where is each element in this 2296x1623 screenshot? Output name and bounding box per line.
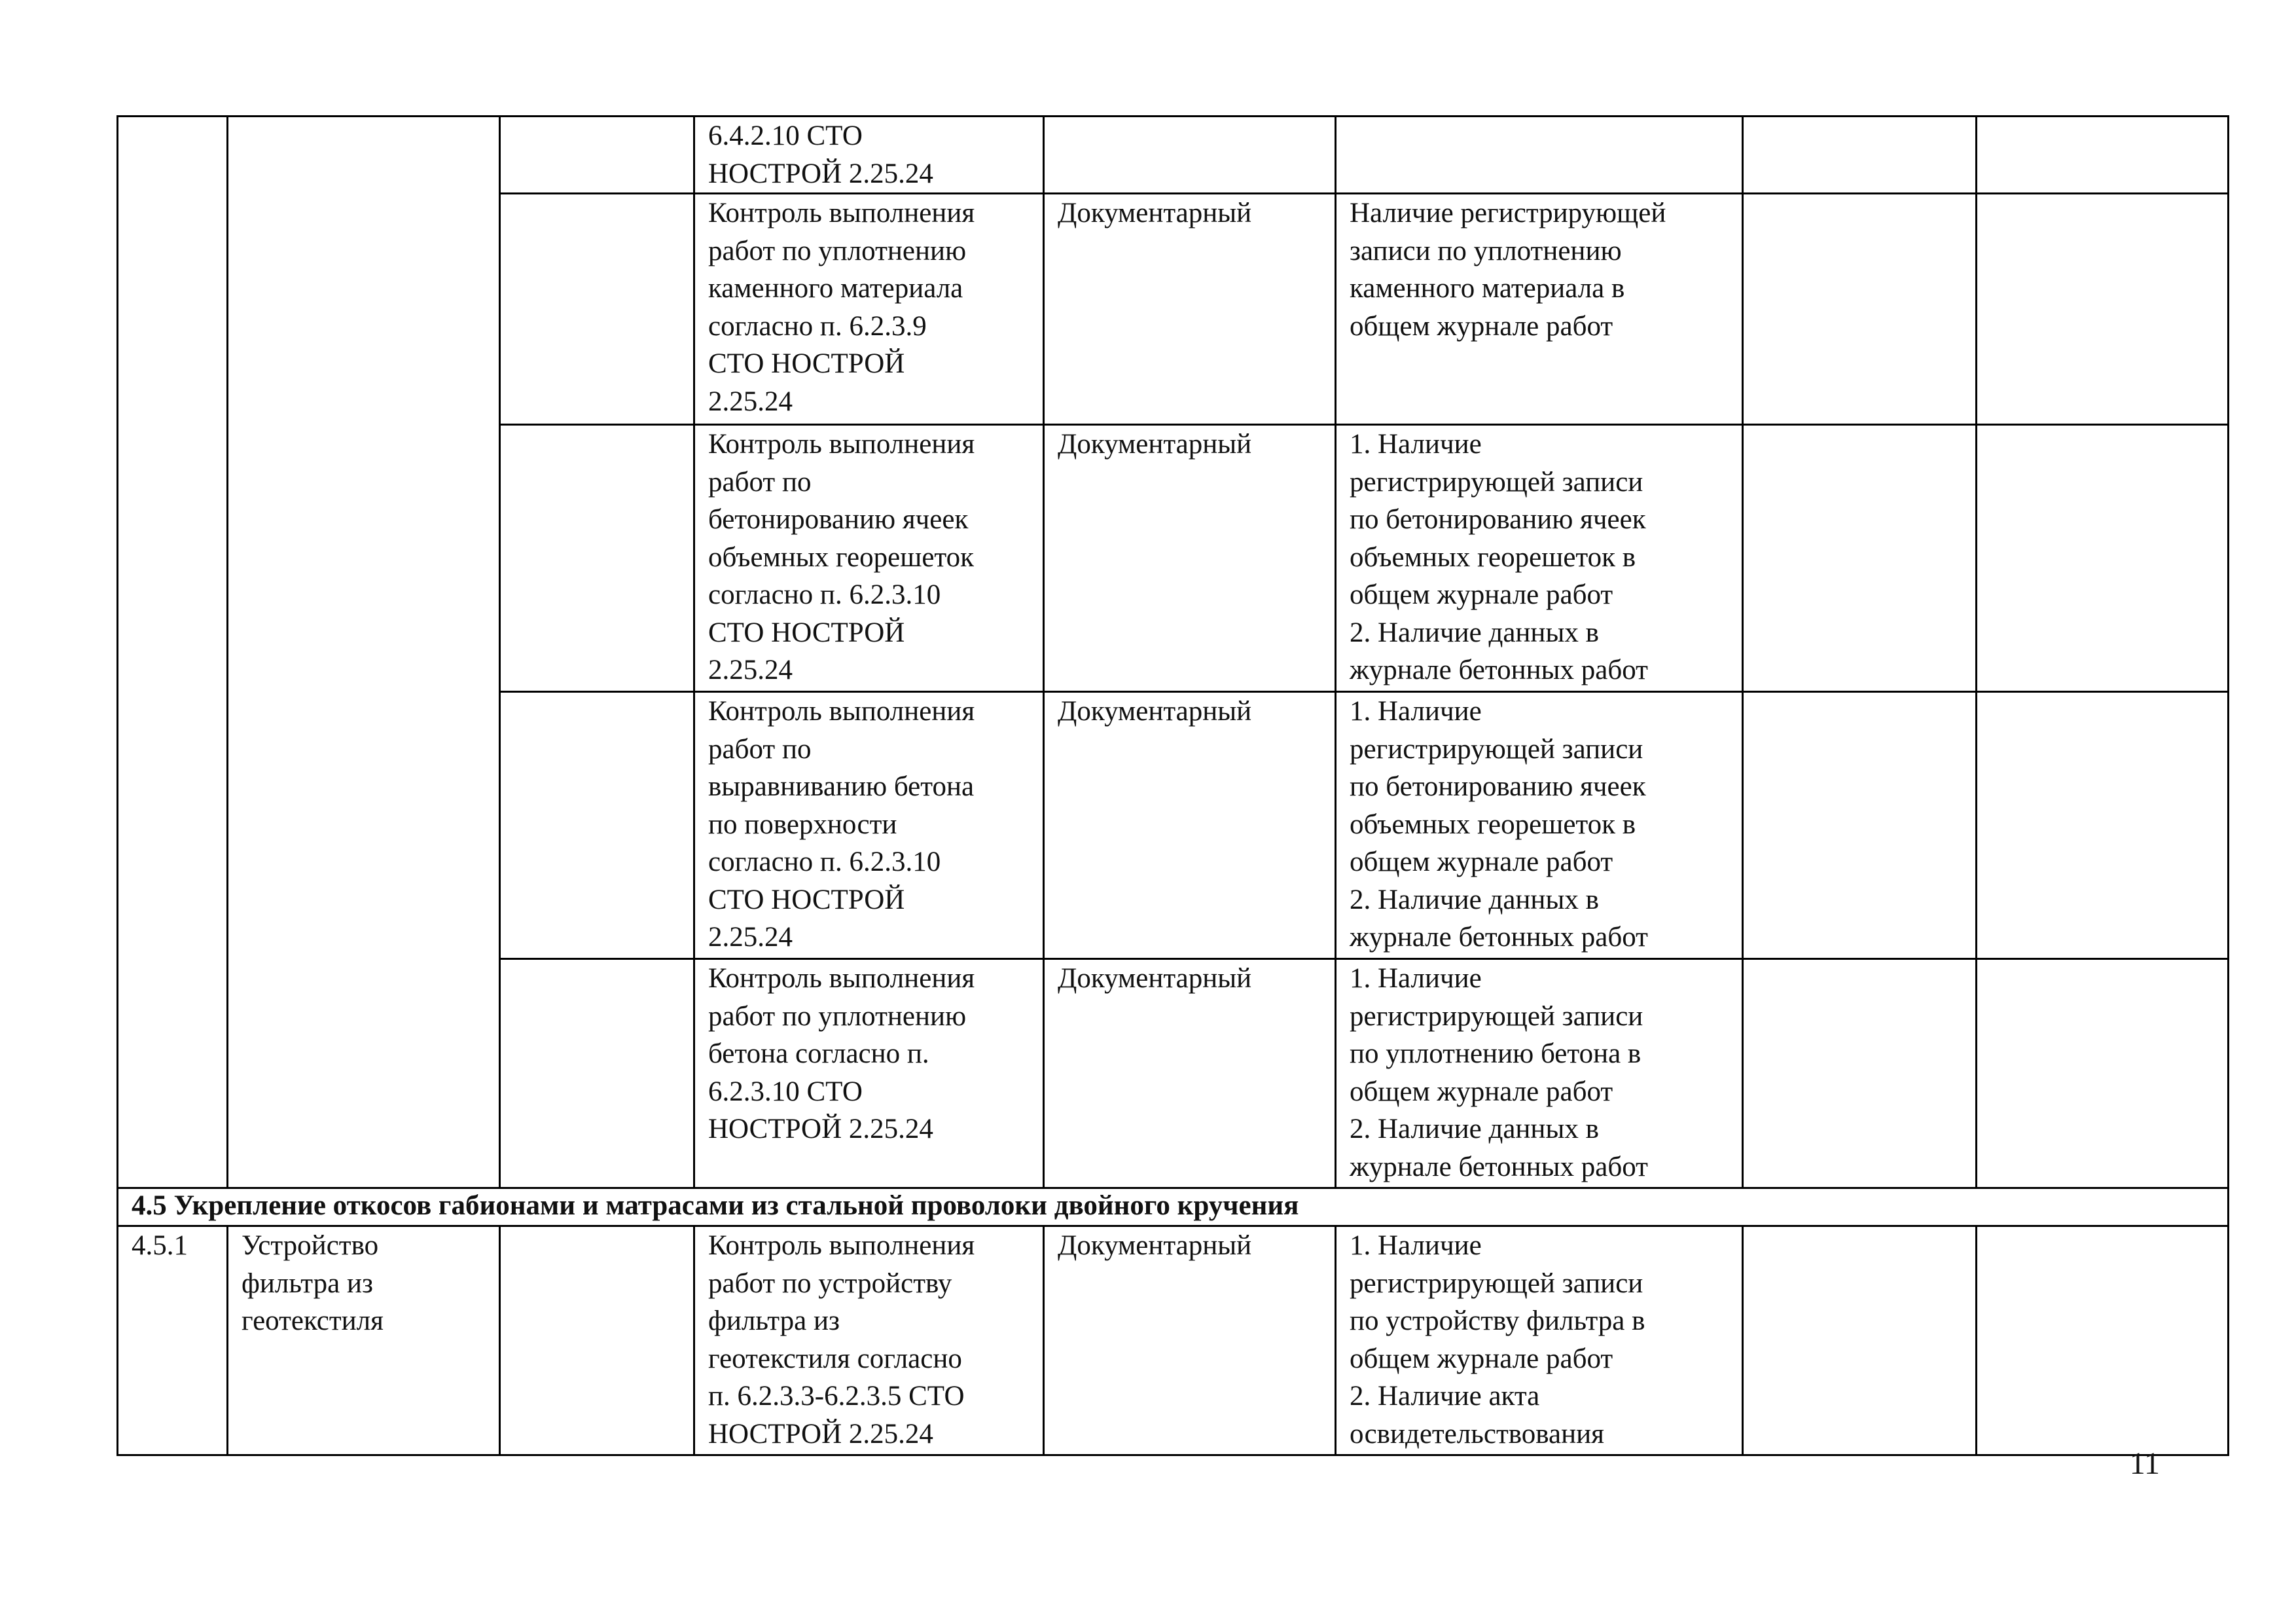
control-table	[117, 115, 2229, 1456]
empty-cell	[500, 194, 694, 425]
empty-cell	[500, 1226, 694, 1455]
section-row	[118, 1188, 2229, 1226]
empty-cell	[1743, 1226, 1977, 1455]
item-number: 4.5.1	[118, 1226, 228, 1455]
requirement-cell: Контроль выполнения работ по устройству фильтра из геотекстиля согласно п. 6.2.3.3-6.2.3.5 СТО НОСТРОЙ 2.25.24	[694, 1226, 1044, 1455]
empty-cell	[1977, 692, 2229, 959]
requirement-cell: Контроль выполнения работ по выравниванию бетона по поверхности согласно п. 6.2.3.10 СТО НОСТРОЙ 2.25.24	[694, 692, 1044, 959]
requirement-cell: Контроль выполнения работ по уплотнению бетона согласно п. 6.2.3.10 СТО НОСТРОЙ 2.25.24	[694, 959, 1044, 1188]
empty-cell	[500, 692, 694, 959]
result-cell: 1. Наличие регистрирующей записи по бетонированию ячеек объемных георешеток в общем журнале работ 2. Наличие данных в журнале бетонных работ	[1336, 425, 1743, 692]
method-cell: Документарный	[1044, 959, 1336, 1188]
result-cell: 1. Наличие регистрирующей записи по бетонированию ячеек объемных георешеток в общем журнале работ 2. Наличие данных в журнале бетонных работ	[1336, 692, 1743, 959]
empty-cell	[1977, 117, 2229, 194]
empty-cell	[1743, 194, 1977, 425]
requirement-cell: Контроль выполнения работ по бетонированию ячеек объемных георешеток согласно п. 6.2.3.10 СТО НОСТРОЙ 2.25.24	[694, 425, 1044, 692]
empty-cell	[1977, 1226, 2229, 1455]
empty-cell	[1743, 117, 1977, 194]
result-cell: 1. Наличие регистрирующей записи по устройству фильтра в общем журнале работ 2. Наличие акта освидетельствования	[1336, 1226, 1743, 1455]
empty-cell	[1743, 959, 1977, 1188]
result-cell: Наличие регистрирующей записи по уплотнению каменного материала в общем журнале работ	[1336, 194, 1743, 425]
empty-cell	[500, 425, 694, 692]
result-cell	[1336, 117, 1743, 194]
method-cell	[1044, 117, 1336, 194]
table-row	[118, 1226, 2229, 1455]
empty-cell	[1977, 959, 2229, 1188]
empty-cell	[1977, 425, 2229, 692]
result-cell: 1. Наличие регистрирующей записи по уплотнению бетона в общем журнале работ 2. Наличие данных в журнале бетонных работ	[1336, 959, 1743, 1188]
item-name: Устройство фильтра из геотекстиля	[228, 1226, 500, 1455]
name-cell-empty	[228, 117, 500, 1188]
empty-cell	[500, 117, 694, 194]
section-heading: 4.5 Укрепление откосов габионами и матрасами из стальной проволоки двойного кручения	[118, 1188, 2229, 1226]
method-cell: Документарный	[1044, 425, 1336, 692]
method-cell: Документарный	[1044, 692, 1336, 959]
requirement-cell: Контроль выполнения работ по уплотнению каменного материала согласно п. 6.2.3.9 СТО НОСТРОЙ 2.25.24	[694, 194, 1044, 425]
empty-cell	[1977, 194, 2229, 425]
page-number: 11	[2129, 1446, 2160, 1481]
empty-cell	[1743, 692, 1977, 959]
table-row	[118, 117, 2229, 194]
method-cell: Документарный	[1044, 194, 1336, 425]
number-cell-empty	[118, 117, 228, 1188]
empty-cell	[500, 959, 694, 1188]
empty-cell	[1743, 425, 1977, 692]
requirement-cell: 6.4.2.10 СТО НОСТРОЙ 2.25.24	[694, 117, 1044, 194]
method-cell: Документарный	[1044, 1226, 1336, 1455]
